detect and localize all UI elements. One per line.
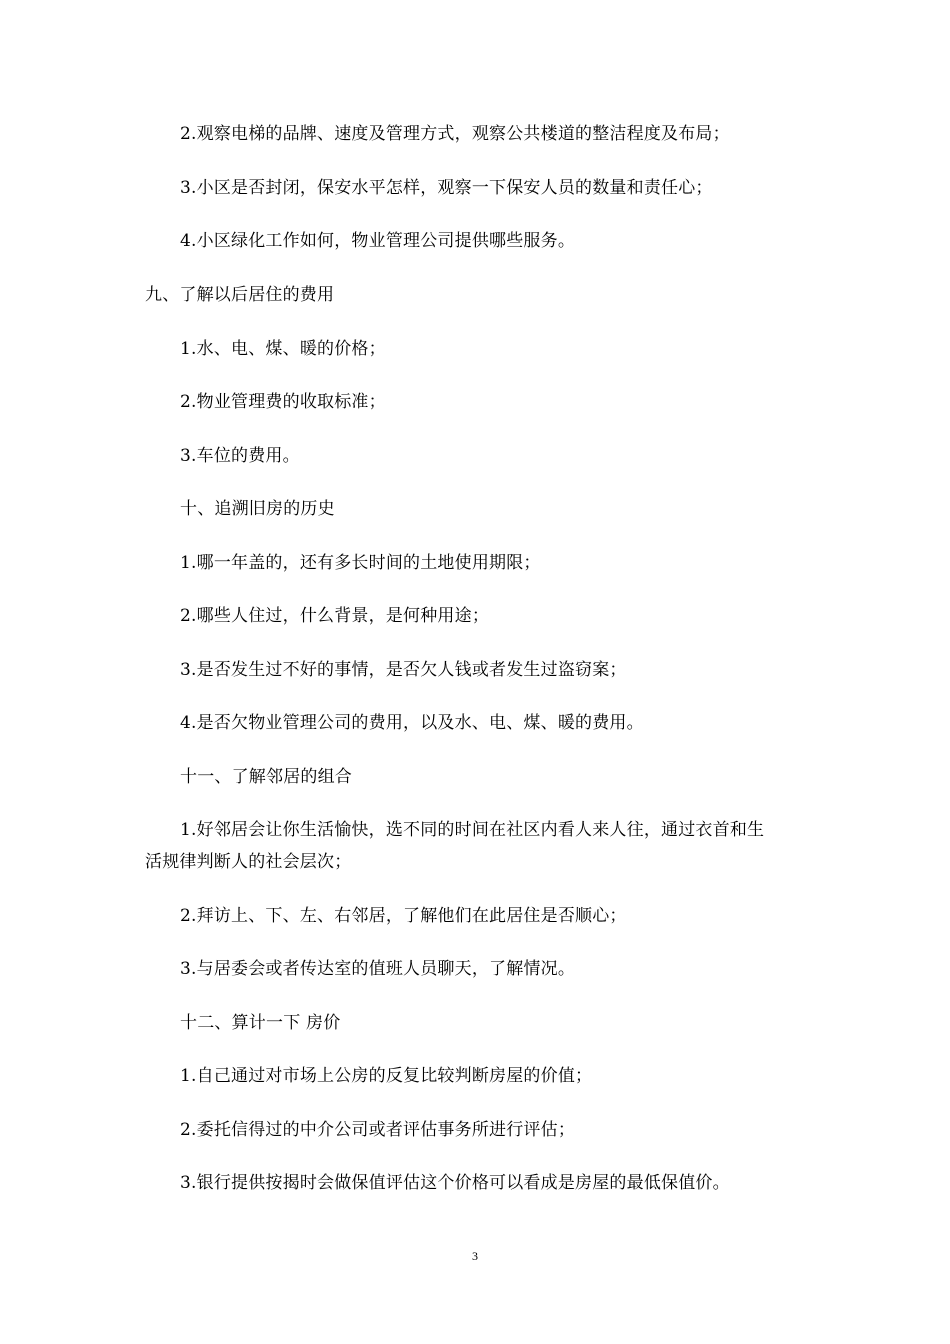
list-item-greening: 4.小区绿化工作如何，物业管理公司提供哪些服务。 <box>180 231 576 251</box>
section-heading-living-costs: 九、了解以后居住的费用 <box>145 285 335 305</box>
list-item-parking-fee: 3.车位的费用。 <box>180 446 300 466</box>
list-item-utilities: 1.水、电、煤、暖的价格； <box>180 339 386 359</box>
list-item-good-neighbors: 1.好邻居会让你生活愉快，选不同的时间在社区内看人来人往，通过衣首和生 <box>180 820 765 840</box>
page-number: 3 <box>472 1249 478 1263</box>
list-item-appraisal: 2.委托信得过的中介公司或者评估事务所进行评估； <box>180 1120 576 1140</box>
list-item-elevator: 2.观察电梯的品牌、速度及管理方式，观察公共楼道的整洁程度及布局； <box>180 124 730 144</box>
list-item-visit-neighbors: 2.拜访上、下、左、右邻居，了解他们在此居住是否顺心； <box>180 906 627 926</box>
list-item-chat-with-staff: 3.与居委会或者传达室的值班人员聊天，了解情况。 <box>180 959 576 979</box>
section-heading-price: 十二、算计一下 房价 <box>180 1013 341 1033</box>
list-item-incidents: 3.是否发生过不好的事情，是否欠人钱或者发生过盗窃案； <box>180 660 627 680</box>
list-item-good-neighbors-continued: 活规律判断人的社会层次； <box>145 852 352 872</box>
section-heading-neighbors: 十一、了解邻居的组合 <box>180 767 352 787</box>
list-item-property-fee: 2.物业管理费的收取标准； <box>180 392 386 412</box>
list-item-bank-valuation: 3.银行提供按揭时会做保值评估这个价格可以看成是房屋的最低保值价。 <box>180 1173 730 1193</box>
list-item-security: 3.小区是否封闭，保安水平怎样，观察一下保安人员的数量和责任心； <box>180 178 713 198</box>
list-item-compare-market: 1.自己通过对市场上公房的反复比较判断房屋的价值； <box>180 1066 593 1086</box>
section-heading-house-history: 十、追溯旧房的历史 <box>180 499 335 519</box>
list-item-unpaid-fees: 4.是否欠物业管理公司的费用，以及水、电、煤、暖的费用。 <box>180 713 644 733</box>
list-item-build-year: 1.哪一年盖的，还有多长时间的土地使用期限； <box>180 553 541 573</box>
list-item-previous-residents: 2.哪些人住过，什么背景，是何种用途； <box>180 606 490 626</box>
